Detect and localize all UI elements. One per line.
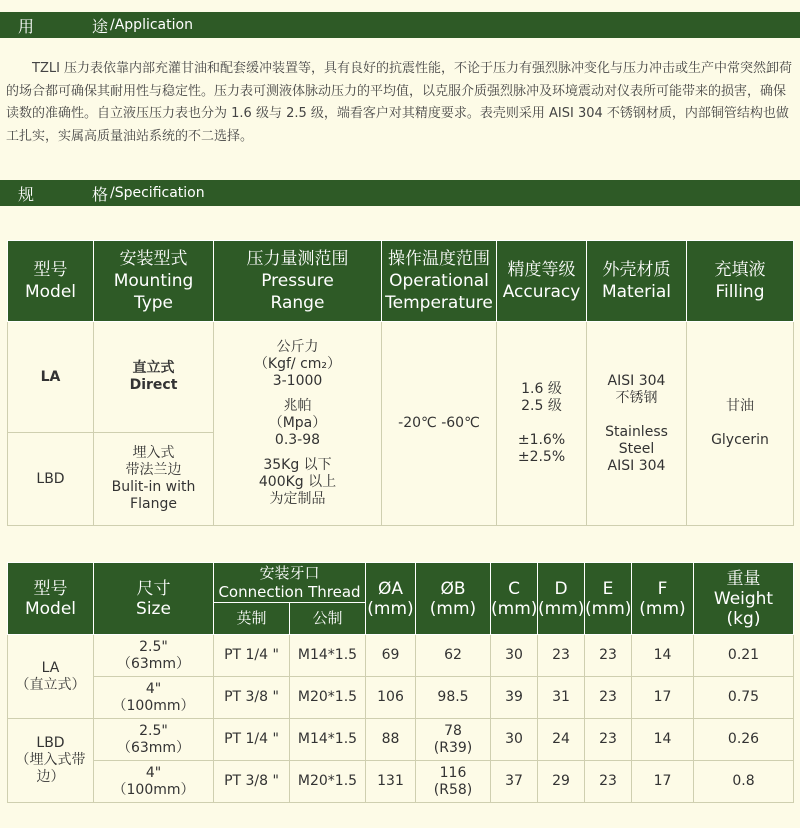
header-e: E (mm) bbox=[585, 563, 632, 635]
table-row bbox=[8, 719, 794, 761]
weight-cell: 0.75 bbox=[694, 677, 794, 719]
a-cell: 69 bbox=[366, 635, 416, 677]
c-cell: 30 bbox=[491, 719, 538, 761]
header-accuracy: 精度等级 Accuracy bbox=[497, 241, 587, 322]
e-cell: 23 bbox=[585, 677, 632, 719]
d-cell: 31 bbox=[538, 677, 585, 719]
mounting-cell: 埋入式 带法兰边 Bulit-in with Flange bbox=[94, 433, 214, 526]
size-cell: 4" （100mm） bbox=[94, 677, 214, 719]
imperial-cell: PT 1/4 " bbox=[214, 719, 290, 761]
c-cell: 30 bbox=[491, 635, 538, 677]
f-cell: 17 bbox=[632, 761, 694, 803]
f-cell: 14 bbox=[632, 635, 694, 677]
metric-cell: M14*1.5 bbox=[290, 635, 366, 677]
size-cell: 2.5" （63mm） bbox=[94, 719, 214, 761]
header-f: F (mm) bbox=[632, 563, 694, 635]
mounting-cell: 直立式 Direct bbox=[94, 322, 214, 433]
model-cell: LBD （埋入式带边） bbox=[8, 719, 94, 803]
f-cell: 14 bbox=[632, 719, 694, 761]
section-title-cn-2: 途 bbox=[92, 16, 109, 36]
weight-cell: 0.8 bbox=[694, 761, 794, 803]
table-row bbox=[8, 635, 794, 677]
c-cell: 39 bbox=[491, 677, 538, 719]
imperial-cell: PT 3/8 " bbox=[214, 677, 290, 719]
table-header-row bbox=[8, 241, 794, 322]
header-connection-thread: 安装牙口 Connection Thread bbox=[214, 563, 366, 603]
e-cell: 23 bbox=[585, 761, 632, 803]
metric-cell: M20*1.5 bbox=[290, 677, 366, 719]
section-title-en: /Application bbox=[110, 17, 193, 33]
table-row bbox=[8, 677, 794, 719]
header-material: 外壳材质 Material bbox=[587, 241, 687, 322]
model-cell: LA bbox=[8, 322, 94, 433]
c-cell: 37 bbox=[491, 761, 538, 803]
header-size: 尺寸 Size bbox=[94, 563, 214, 635]
header-model: 型号 Model bbox=[8, 563, 94, 635]
header-model: 型号 Model bbox=[8, 241, 94, 322]
b-cell: 98.5 bbox=[416, 677, 491, 719]
d-cell: 24 bbox=[538, 719, 585, 761]
weight-cell: 0.21 bbox=[694, 635, 794, 677]
material-cell: AISI 304 不锈钢 Stainless Steel AISI 304 bbox=[587, 322, 687, 526]
imperial-cell: PT 1/4 " bbox=[214, 635, 290, 677]
a-cell: 131 bbox=[366, 761, 416, 803]
header-pressure-range: 压力量测范围 Pressure Range bbox=[214, 241, 382, 322]
filling-cell: 甘油 Glycerin bbox=[687, 322, 794, 526]
section-title-cn-1: 规 bbox=[18, 184, 35, 204]
section-title-en: /Specification bbox=[110, 185, 205, 201]
application-description: TZLI 压力表依靠内部充灌甘油和配套缓冲装置等，具有良好的抗震性能，不论于压力有强烈脉冲变化与压力冲击或生产中常突然卸荷的场合都可确保其耐用性与稳定性。压力表可测液体脉动压力的平均值，以克服介质强烈脉冲及环境震动对仪表所可能带来的损害，确保读数的准确性。自立液压压力表也分为 1.6 级与 2.5 级，端看客户对其精度要求。表壳则采用 AISI 304 不锈钢材质，内部铜管结构也做工扎实，实属高质量油站系统的不二选择。 bbox=[6, 61, 793, 144]
metric-cell: M14*1.5 bbox=[290, 719, 366, 761]
temperature-cell: -20℃ -60℃ bbox=[382, 322, 497, 526]
application-section-header bbox=[0, 12, 800, 38]
header-filling: 充填液 Filling bbox=[687, 241, 794, 322]
specification-section-header bbox=[0, 180, 800, 206]
header-b: ØB (mm) bbox=[416, 563, 491, 635]
table-row bbox=[8, 761, 794, 803]
e-cell: 23 bbox=[585, 719, 632, 761]
model-cell: LA （直立式） bbox=[8, 635, 94, 719]
model-cell: LBD bbox=[8, 433, 94, 526]
accuracy-cell: 1.6 级 2.5 级 ±1.6% ±2.5% bbox=[497, 322, 587, 526]
b-cell: 62 bbox=[416, 635, 491, 677]
size-cell: 4" （100mm） bbox=[94, 761, 214, 803]
metric-cell: M20*1.5 bbox=[290, 761, 366, 803]
dimension-table bbox=[7, 562, 794, 803]
d-cell: 23 bbox=[538, 635, 585, 677]
size-cell: 2.5" （63mm） bbox=[94, 635, 214, 677]
header-a: ØA (mm) bbox=[366, 563, 416, 635]
b-cell: 116 (R58) bbox=[416, 761, 491, 803]
a-cell: 106 bbox=[366, 677, 416, 719]
section-title-cn-1: 用 bbox=[18, 16, 35, 36]
a-cell: 88 bbox=[366, 719, 416, 761]
f-cell: 17 bbox=[632, 677, 694, 719]
header-weight: 重量 Weight (kg) bbox=[694, 563, 794, 635]
header-metric: 公制 bbox=[290, 603, 366, 635]
section-title-cn-2: 格 bbox=[92, 184, 109, 204]
header-mounting-type: 安装型式 Mounting Type bbox=[94, 241, 214, 322]
e-cell: 23 bbox=[585, 635, 632, 677]
imperial-cell: PT 3/8 " bbox=[214, 761, 290, 803]
table-header-row bbox=[8, 563, 794, 603]
pressure-range-cell: 公斤力 （Kgf/ cm₂） 3-1000 兆帕 （Mpa） 0.3-98 35Kg 以下 400Kg 以上 为定制品 bbox=[214, 322, 382, 526]
weight-cell: 0.26 bbox=[694, 719, 794, 761]
table-row bbox=[8, 322, 794, 433]
d-cell: 29 bbox=[538, 761, 585, 803]
specification-table bbox=[7, 240, 794, 526]
b-cell: 78 (R39) bbox=[416, 719, 491, 761]
header-operational-temperature: 操作温度范围 Operational Temperature bbox=[382, 241, 497, 322]
header-imperial: 英制 bbox=[214, 603, 290, 635]
header-d: D (mm) bbox=[538, 563, 585, 635]
header-c: C (mm) bbox=[491, 563, 538, 635]
